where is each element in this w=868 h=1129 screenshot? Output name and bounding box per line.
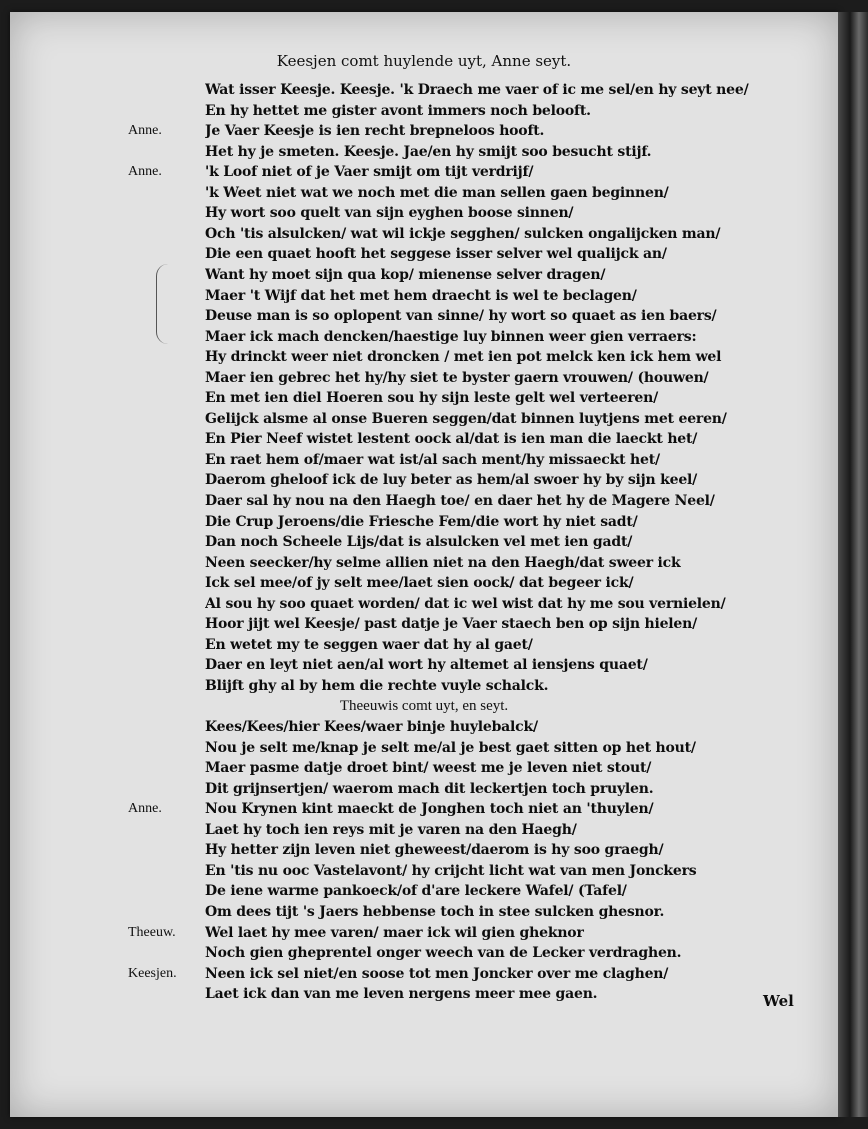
verse-line: Laet ick dan van me leven nergens meer mee gaen. [205, 986, 598, 1003]
stage-direction: Theeuwis comt uyt, en seyt. [339, 697, 509, 714]
verse-line: Hy hetter zijn leven niet gheweest/daerom is hy soo graegh/ [205, 842, 664, 859]
verse-line: Het hy je smeten. Keesje. Jae/en hy smijt soo besucht stijf. [205, 143, 652, 160]
catchword: Wel [763, 992, 794, 1010]
verse-line: Maer ick mach dencken/haestige luy binnen weer gien verraers: [205, 328, 697, 345]
verse-line: 'k Weet niet wat we noch met die man sellen gaen beginnen/ [205, 184, 669, 201]
verse-line: Al sou hy soo quaet worden/ dat ic wel wist dat hy me sou vernielen/ [205, 595, 726, 612]
verse-line: Want hy moet sijn qua kop/ mienense selver dragen/ [205, 266, 606, 283]
verse-line: Die Crup Jeroens/die Friesche Fem/die wort hy niet sadt/ [205, 513, 638, 530]
verse-line: Maer pasme datje droet bint/ weest me je leven niet stout/ [205, 760, 652, 777]
verse-line: Maer 't Wijf dat het met hem draecht is wel te beclagen/ [205, 287, 637, 304]
verse-line: Maer ien gebrec het hy/hy siet te byster gaern vrouwen/ (houwen/ [205, 369, 709, 386]
verse-line: Hoor jijt wel Keesje/ past datje je Vaer staech ben op sijn hielen/ [205, 616, 698, 633]
verse-line: Deuse man is so oplopent van sinne/ hy wort so quaet as ien baers/ [205, 308, 717, 325]
speaker-name: Keesjen. [128, 965, 177, 981]
verse-line: Gelijck alsme al onse Bueren seggen/dat binnen luytjens met eeren/ [205, 410, 727, 427]
verse-line: En raet hem of/maer wat ist/al sach ment/hy missaeckt het/ [205, 451, 660, 468]
verse-line: Hy drinckt weer niet droncken / met ien pot melck ken ick hem wel [205, 349, 722, 366]
speaker-name: Anne. [128, 164, 162, 180]
verse-line: 'k Loof niet of je Vaer smijt om tijt verdrijf/ [205, 164, 534, 181]
verse-line: Daerom gheloof ick de luy beter as hem/al swoer hy by sijn keel/ [205, 472, 698, 489]
verse-line: Laet hy toch ien reys mit je varen na den Haegh/ [205, 821, 577, 838]
speaker-name: Anne. [128, 801, 162, 817]
verse-line: Dit grijnsertjen/ waerom mach dit leckertjen toch pruylen. [205, 780, 654, 797]
verse-line: En met ien diel Hoeren sou hy sijn leste gelt wel verteeren/ [205, 390, 658, 407]
verse-line: En 'tis nu ooc Vastelavont/ hy crijcht licht wat van men Jonckers [205, 862, 697, 879]
verse-line: Om dees tijt 's Jaers hebbense toch in stee sulcken ghesnor. [205, 904, 665, 920]
verse-line: Ick sel mee/of jy selt mee/laet sien oock/ dat begeer ick/ [205, 575, 634, 592]
verse-line: Wel laet hy mee varen/ maer ick wil gien gheknor [205, 924, 584, 941]
verse-line: En wetet my te seggen waer dat hy al gaet/ [205, 636, 533, 653]
verse-line: Je Vaer Keesje is ien recht brepneloos hooft. [205, 123, 545, 140]
speaker-name: Theeuw. [128, 924, 176, 940]
page-edge [838, 12, 868, 1117]
verse-line: Die een quaet hooft het seggese isser selver wel qualijck an/ [205, 246, 667, 263]
verse-line: Noch gien gheprentel onger weech van de Lecker verdraghen. [205, 945, 682, 962]
verse-line: Neen seecker/hy selme allien niet na den Haegh/dat sweer ick [205, 554, 681, 571]
verse-line: Daer sal hy nou na den Haegh toe/ en daer het hy de Magere Neel/ [205, 493, 715, 509]
verse-line: En Pier Neef wistet lestent oock al/dat is ien man die laeckt het/ [205, 431, 698, 448]
verse-line: Kees/Kees/hier Kees/waer binje huylebalck/ [205, 719, 538, 736]
verse-line: Daer en leyt niet aen/al wort hy altemet al iensjens quaet/ [205, 657, 648, 674]
verse-line: Blijft ghy al by hem die rechte vuyle schalck. [205, 677, 549, 694]
verse-line: Neen ick sel niet/en soose tot men Joncker over me claghen/ [205, 965, 669, 982]
verse-line: Wat isser Keesje. Keesje. 'k Draech me vaer of ic me sel/en hy seyt nee/ [205, 82, 749, 98]
verse-line: Nou je selt me/knap je selt me/al je best gaet sitten op het hout/ [205, 739, 696, 756]
verse-line: De iene warme pankoeck/of d'are leckere Wafel/ (Tafel/ [205, 883, 627, 900]
verse-line: En hy hettet me gister avont immers noch belooft. [205, 102, 591, 119]
verse-line: Hy wort soo quelt van sijn eyghen boose sinnen/ [205, 205, 574, 222]
verse-line: Nou Krynen kint maeckt de Jonghen toch niet an 'thuylen/ [205, 801, 654, 818]
speaker-name: Anne. [128, 123, 162, 139]
verse-line: Och 'tis alsulcken/ wat wil ickje segghen/ sulcken ongalijcken man/ [205, 225, 721, 242]
margin-bracket-mark [156, 264, 171, 344]
page-header: Keesjen comt huylende uyt, Anne seyt. [276, 52, 572, 70]
verse-line: Dan noch Scheele Lijs/dat is alsulcken vel met ien gadt/ [205, 534, 633, 551]
